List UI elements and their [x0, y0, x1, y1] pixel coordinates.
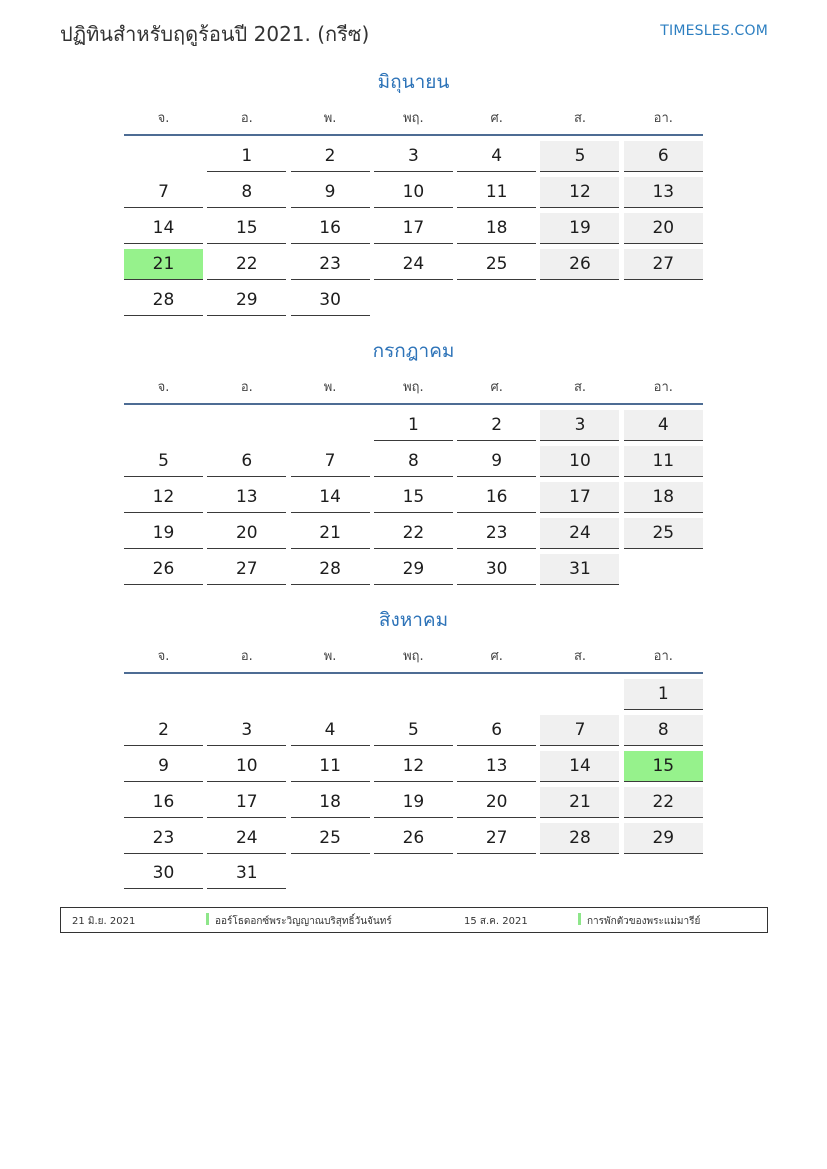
day-cell[interactable]: 19	[124, 518, 203, 549]
day-cell[interactable]: 7	[124, 177, 203, 208]
legend-marker	[578, 913, 581, 925]
day-cell-empty	[124, 410, 203, 441]
day-cell[interactable]: 19	[540, 213, 619, 244]
weekday-label: จ.	[157, 379, 170, 395]
day-cell-holiday[interactable]: 21	[124, 249, 203, 280]
day-cell[interactable]: 24	[374, 249, 453, 280]
weekday-label: พฤ.	[403, 379, 424, 395]
day-cell[interactable]: 18	[624, 482, 703, 513]
day-cell-empty	[124, 141, 203, 172]
day-cell[interactable]: 26	[540, 249, 619, 280]
weekday-label: ส.	[573, 379, 587, 395]
day-cell[interactable]: 1	[624, 679, 703, 710]
day-cell[interactable]: 29	[624, 823, 703, 854]
month-title: กรกฎาคม	[372, 340, 455, 362]
day-cell[interactable]: 5	[374, 715, 453, 746]
weekday-label: อา.	[653, 379, 673, 395]
day-cell[interactable]: 2	[124, 715, 203, 746]
day-cell[interactable]: 10	[540, 446, 619, 477]
day-cell[interactable]: 16	[457, 482, 536, 513]
day-cell[interactable]: 1	[207, 141, 286, 172]
day-cell[interactable]: 21	[291, 518, 370, 549]
day-cell[interactable]: 18	[291, 787, 370, 818]
day-cell[interactable]: 9	[457, 446, 536, 477]
day-cell[interactable]: 20	[624, 213, 703, 244]
weekday-label: พ.	[323, 110, 337, 126]
page-title: ปฏิทินสำหรับฤดูร้อนปี 2021. (กรีซ)	[60, 22, 370, 46]
weekday-label: ส.	[573, 110, 587, 126]
day-cell[interactable]: 5	[124, 446, 203, 477]
day-cell[interactable]: 13	[624, 177, 703, 208]
day-cell[interactable]: 23	[457, 518, 536, 549]
day-cell[interactable]: 27	[624, 249, 703, 280]
day-cell[interactable]: 4	[624, 410, 703, 441]
day-cell-holiday[interactable]: 15	[624, 751, 703, 782]
day-cell[interactable]: 9	[124, 751, 203, 782]
day-cell[interactable]: 23	[291, 249, 370, 280]
day-cell[interactable]: 28	[124, 285, 203, 316]
day-cell[interactable]: 16	[291, 213, 370, 244]
legend-date: 21 มิ.ย. 2021	[72, 916, 136, 927]
day-cell[interactable]: 10	[374, 177, 453, 208]
day-cell[interactable]: 8	[624, 715, 703, 746]
day-cell[interactable]: 11	[457, 177, 536, 208]
day-cell-empty	[291, 410, 370, 441]
day-cell[interactable]: 5	[540, 141, 619, 172]
day-cell[interactable]: 25	[457, 249, 536, 280]
day-cell-empty	[540, 679, 619, 710]
weekday-label: อ.	[240, 648, 253, 664]
weekday-label: ศ.	[490, 648, 503, 664]
day-cell-empty	[374, 679, 453, 710]
day-cell[interactable]: 29	[207, 285, 286, 316]
day-cell[interactable]: 26	[124, 554, 203, 585]
day-grid	[124, 141, 703, 316]
day-cell[interactable]: 30	[124, 858, 203, 889]
day-cell[interactable]: 29	[374, 554, 453, 585]
day-cell[interactable]: 9	[291, 177, 370, 208]
day-cell[interactable]: 24	[540, 518, 619, 549]
day-cell[interactable]: 19	[374, 787, 453, 818]
day-cell[interactable]: 31	[540, 554, 619, 585]
day-cell[interactable]: 10	[207, 751, 286, 782]
day-cell[interactable]: 18	[457, 213, 536, 244]
day-cell[interactable]: 3	[540, 410, 619, 441]
weekday-label: ศ.	[490, 379, 503, 395]
day-cell[interactable]: 2	[291, 141, 370, 172]
day-cell[interactable]: 15	[207, 213, 286, 244]
weekday-label: ศ.	[490, 110, 503, 126]
day-cell[interactable]: 4	[457, 141, 536, 172]
month-title: สิงหาคม	[378, 609, 449, 631]
day-grid	[124, 679, 703, 889]
day-cell[interactable]: 22	[374, 518, 453, 549]
day-cell[interactable]: 3	[374, 141, 453, 172]
day-cell[interactable]: 21	[540, 787, 619, 818]
day-cell[interactable]: 16	[124, 787, 203, 818]
day-cell[interactable]: 11	[624, 446, 703, 477]
day-cell[interactable]: 12	[540, 177, 619, 208]
month-june	[124, 67, 703, 316]
day-cell[interactable]: 11	[291, 751, 370, 782]
day-cell[interactable]: 7	[291, 446, 370, 477]
day-cell[interactable]: 8	[374, 446, 453, 477]
day-cell[interactable]: 17	[207, 787, 286, 818]
day-cell[interactable]: 6	[207, 446, 286, 477]
brand-link[interactable]: TIMESLES.COM	[660, 23, 768, 39]
weekday-label: อ.	[240, 110, 253, 126]
day-cell[interactable]: 6	[624, 141, 703, 172]
weekday-label: อ.	[240, 379, 253, 395]
day-cell[interactable]: 25	[291, 823, 370, 854]
day-cell[interactable]: 30	[457, 554, 536, 585]
holiday-legend	[60, 907, 768, 933]
weekday-label: ส.	[573, 648, 587, 664]
day-cell[interactable]: 27	[457, 823, 536, 854]
day-cell[interactable]: 28	[291, 554, 370, 585]
day-cell-empty	[124, 679, 203, 710]
day-cell[interactable]: 14	[540, 751, 619, 782]
day-cell-empty	[207, 679, 286, 710]
day-cell-empty	[207, 410, 286, 441]
weekday-header	[124, 100, 703, 136]
day-cell[interactable]: 7	[540, 715, 619, 746]
day-cell[interactable]: 12	[124, 482, 203, 513]
day-cell[interactable]: 8	[207, 177, 286, 208]
day-cell[interactable]: 31	[207, 858, 286, 889]
weekday-label: จ.	[157, 110, 170, 126]
day-cell[interactable]: 14	[291, 482, 370, 513]
day-cell[interactable]: 13	[207, 482, 286, 513]
weekday-label: พฤ.	[403, 110, 424, 126]
day-cell[interactable]: 22	[624, 787, 703, 818]
day-cell[interactable]: 20	[207, 518, 286, 549]
weekday-header	[124, 369, 703, 405]
weekday-label: อา.	[653, 110, 673, 126]
day-cell[interactable]: 4	[291, 715, 370, 746]
month-august	[124, 605, 703, 889]
weekday-label: จ.	[157, 648, 170, 664]
day-cell[interactable]: 25	[624, 518, 703, 549]
day-cell[interactable]: 22	[207, 249, 286, 280]
day-grid	[124, 410, 703, 585]
day-cell[interactable]: 23	[124, 823, 203, 854]
legend-marker	[206, 913, 209, 925]
weekday-label: พฤ.	[403, 648, 424, 664]
legend-holiday-name: การพักตัวของพระแม่มารีย์	[587, 916, 701, 927]
day-cell[interactable]: 3	[207, 715, 286, 746]
day-cell[interactable]: 20	[457, 787, 536, 818]
day-cell[interactable]: 1	[374, 410, 453, 441]
day-cell-empty	[291, 679, 370, 710]
day-cell[interactable]: 15	[374, 482, 453, 513]
day-cell[interactable]: 24	[207, 823, 286, 854]
day-cell[interactable]: 14	[124, 213, 203, 244]
day-cell[interactable]: 6	[457, 715, 536, 746]
day-cell[interactable]: 13	[457, 751, 536, 782]
month-title: มิถุนายน	[377, 71, 450, 93]
weekday-label: อา.	[653, 648, 673, 664]
weekday-label: พ.	[323, 648, 337, 664]
day-cell[interactable]: 27	[207, 554, 286, 585]
legend-holiday-name: ออร์โธดอกซ์พระวิญญาณบริสุทธิ์วันจันทร์	[215, 916, 392, 927]
day-cell[interactable]: 17	[540, 482, 619, 513]
day-cell[interactable]: 26	[374, 823, 453, 854]
day-cell[interactable]: 28	[540, 823, 619, 854]
day-cell[interactable]: 30	[291, 285, 370, 316]
day-cell-empty	[457, 679, 536, 710]
weekday-label: พ.	[323, 379, 337, 395]
month-july	[124, 336, 703, 585]
weekday-header	[124, 638, 703, 674]
day-cell[interactable]: 12	[374, 751, 453, 782]
legend-date: 15 ส.ค. 2021	[464, 916, 528, 927]
day-cell[interactable]: 2	[457, 410, 536, 441]
day-cell[interactable]: 17	[374, 213, 453, 244]
